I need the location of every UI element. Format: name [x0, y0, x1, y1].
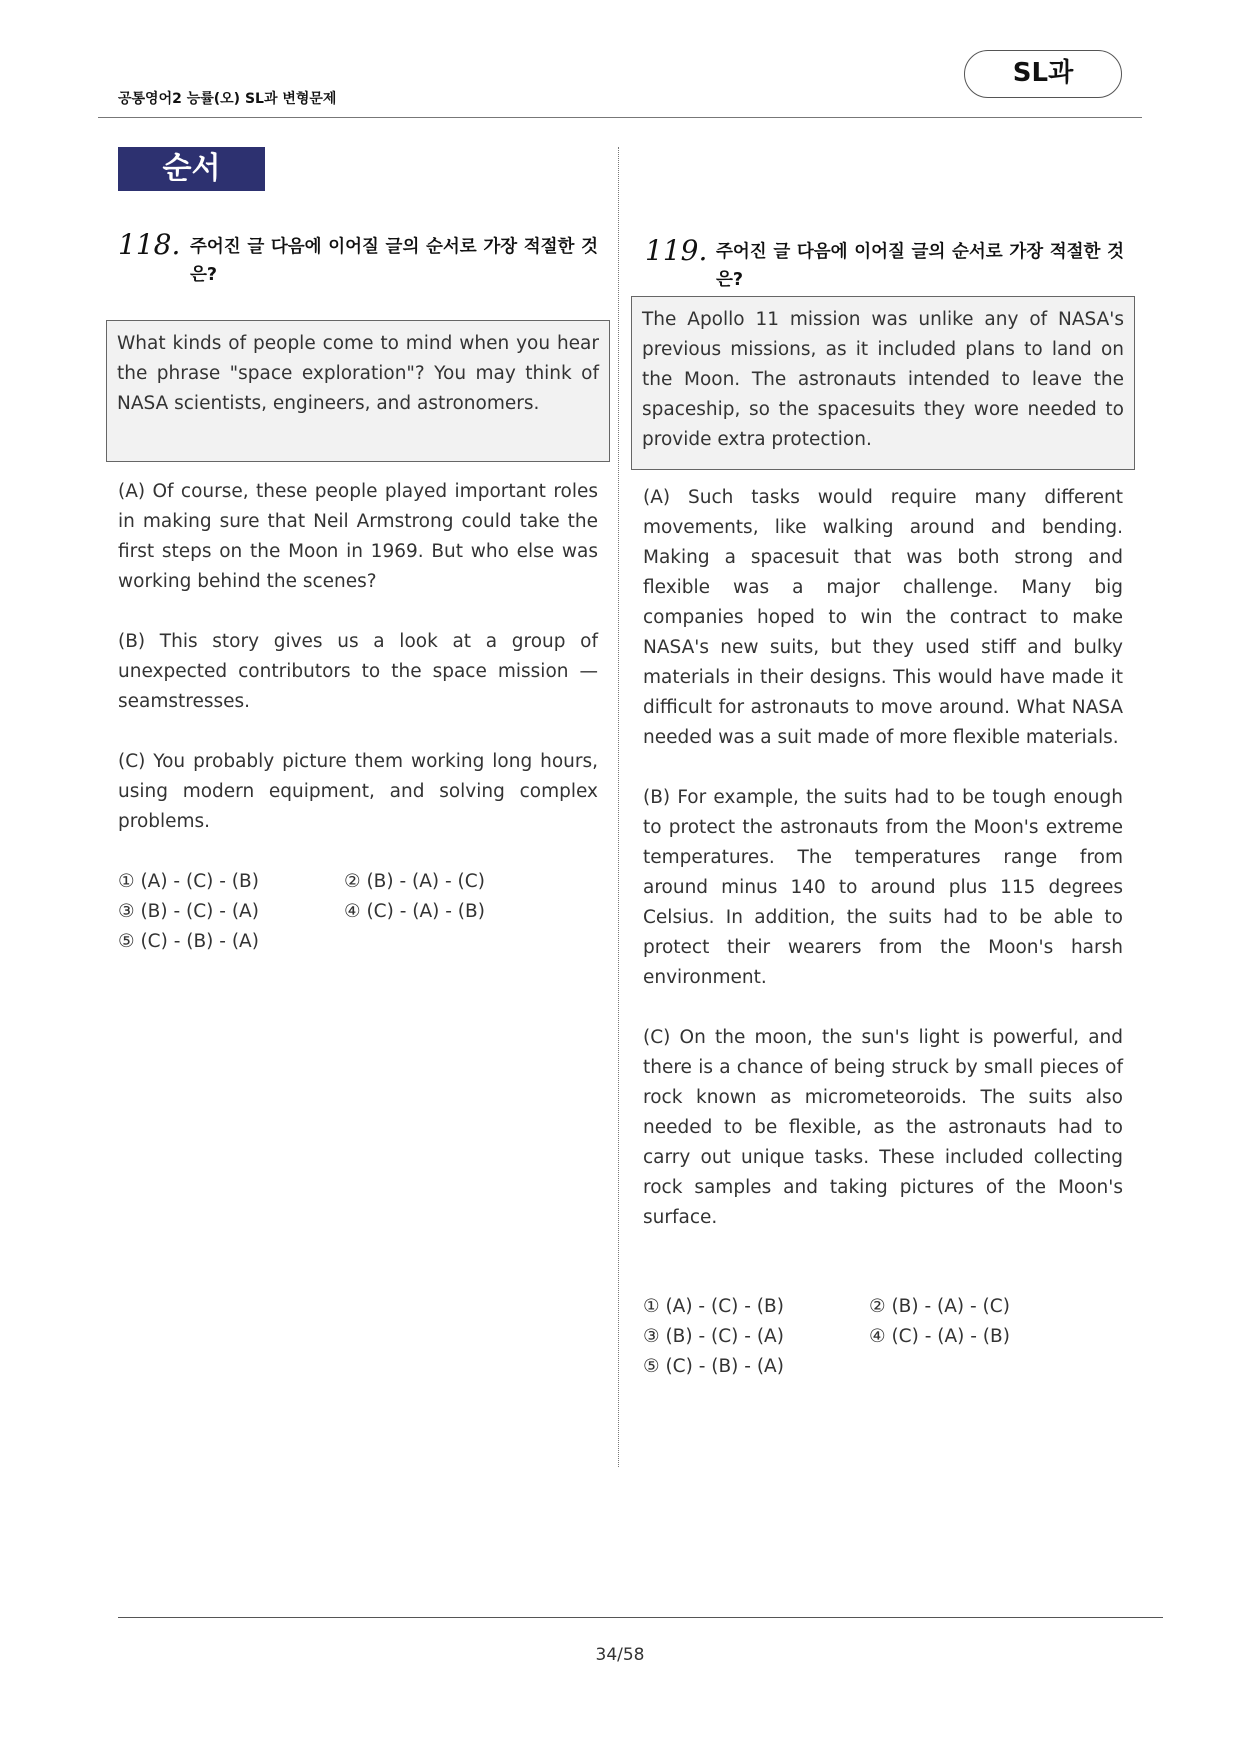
choice-1[interactable]: ① (A) - (C) - (B) [643, 1296, 784, 1317]
paragraph-b: (B) This story gives us a look at a group of unexpected contributors to the space mission — seamstresses. [118, 631, 598, 712]
header-subtitle: 공통영어2 능률(오) SL과 변형문제 [118, 91, 337, 107]
column-divider [618, 147, 619, 1467]
paragraph-b: (B) For example, the suits had to be tough enough to protect the astronauts from the Moon's extreme temperatures. The temperatures range from around minus 140 to around plus 115 degrees Celsius. In addition, the suits had to be able to protect their wearers from the Moon's harsh environment. [643, 787, 1123, 988]
paragraph-a: (A) Such tasks would require many different movements, like walking around and bending. Making a spacesuit that was both strong and flexible was a major challenge. Many big companies hoped to win the contract to make NASA's new suits, but they used stiff and bulky materials in their designs. This would have made it difficult for astronauts to move around. What NASA needed was a suit made of more flexible materials. [643, 487, 1123, 748]
page-number: 34/58 [595, 1645, 645, 1665]
lesson-badge: SL과 [964, 50, 1122, 98]
question-number: 119. [645, 234, 708, 267]
choice-4[interactable]: ④ (C) - (A) - (B) [344, 901, 485, 922]
choice-3[interactable]: ③ (B) - (C) - (A) [643, 1326, 784, 1347]
choice-5[interactable]: ⑤ (C) - (B) - (A) [643, 1356, 784, 1377]
question-number: 118. [118, 228, 181, 261]
choice-2[interactable]: ② (B) - (A) - (C) [869, 1296, 1010, 1317]
answer-choices [643, 1292, 1095, 1382]
choice-5[interactable]: ⑤ (C) - (B) - (A) [118, 931, 259, 952]
question-prompt: 주어진 글 다음에 이어질 글의 순서로 가장 적절한 것은? [716, 242, 1124, 290]
ordering-paragraphs [118, 477, 598, 867]
question-prompt: 주어진 글 다음에 이어질 글의 순서로 가장 적절한 것은? [190, 237, 598, 285]
header-divider [98, 117, 1142, 118]
answer-choices [118, 867, 570, 957]
given-passage: What kinds of people come to mind when you hear the phrase "space exploration"? You may think of NASA scientists, engineers, and astronomers. [106, 320, 610, 462]
paragraph-c: (C) On the moon, the sun's light is powerful, and there is a chance of being struck by small pieces of rock known as micrometeoroids. The suits also needed to be flexible, as the astronauts had to carry out unique tasks. These included collecting rock samples and taking pictures of the Moon's surface. [643, 1027, 1123, 1228]
choice-1[interactable]: ① (A) - (C) - (B) [118, 871, 259, 892]
choice-3[interactable]: ③ (B) - (C) - (A) [118, 901, 259, 922]
section-title: 순서 [118, 147, 265, 191]
given-passage: The Apollo 11 mission was unlike any of NASA's previous missions, as it included plans to land on the Moon. The astronauts intended to leave the spaceship, so the spacesuits they wore needed to provide extra protection. [631, 296, 1135, 470]
ordering-paragraphs [643, 483, 1123, 1263]
choice-4[interactable]: ④ (C) - (A) - (B) [869, 1326, 1010, 1347]
choice-2[interactable]: ② (B) - (A) - (C) [344, 871, 485, 892]
footer-divider [118, 1617, 1163, 1618]
paragraph-c: (C) You probably picture them working long hours, using modern equipment, and solving complex problems. [118, 751, 598, 832]
paragraph-a: (A) Of course, these people played important roles in making sure that Neil Armstrong could take the first steps on the Moon in 1969. But who else was working behind the scenes? [118, 481, 598, 592]
